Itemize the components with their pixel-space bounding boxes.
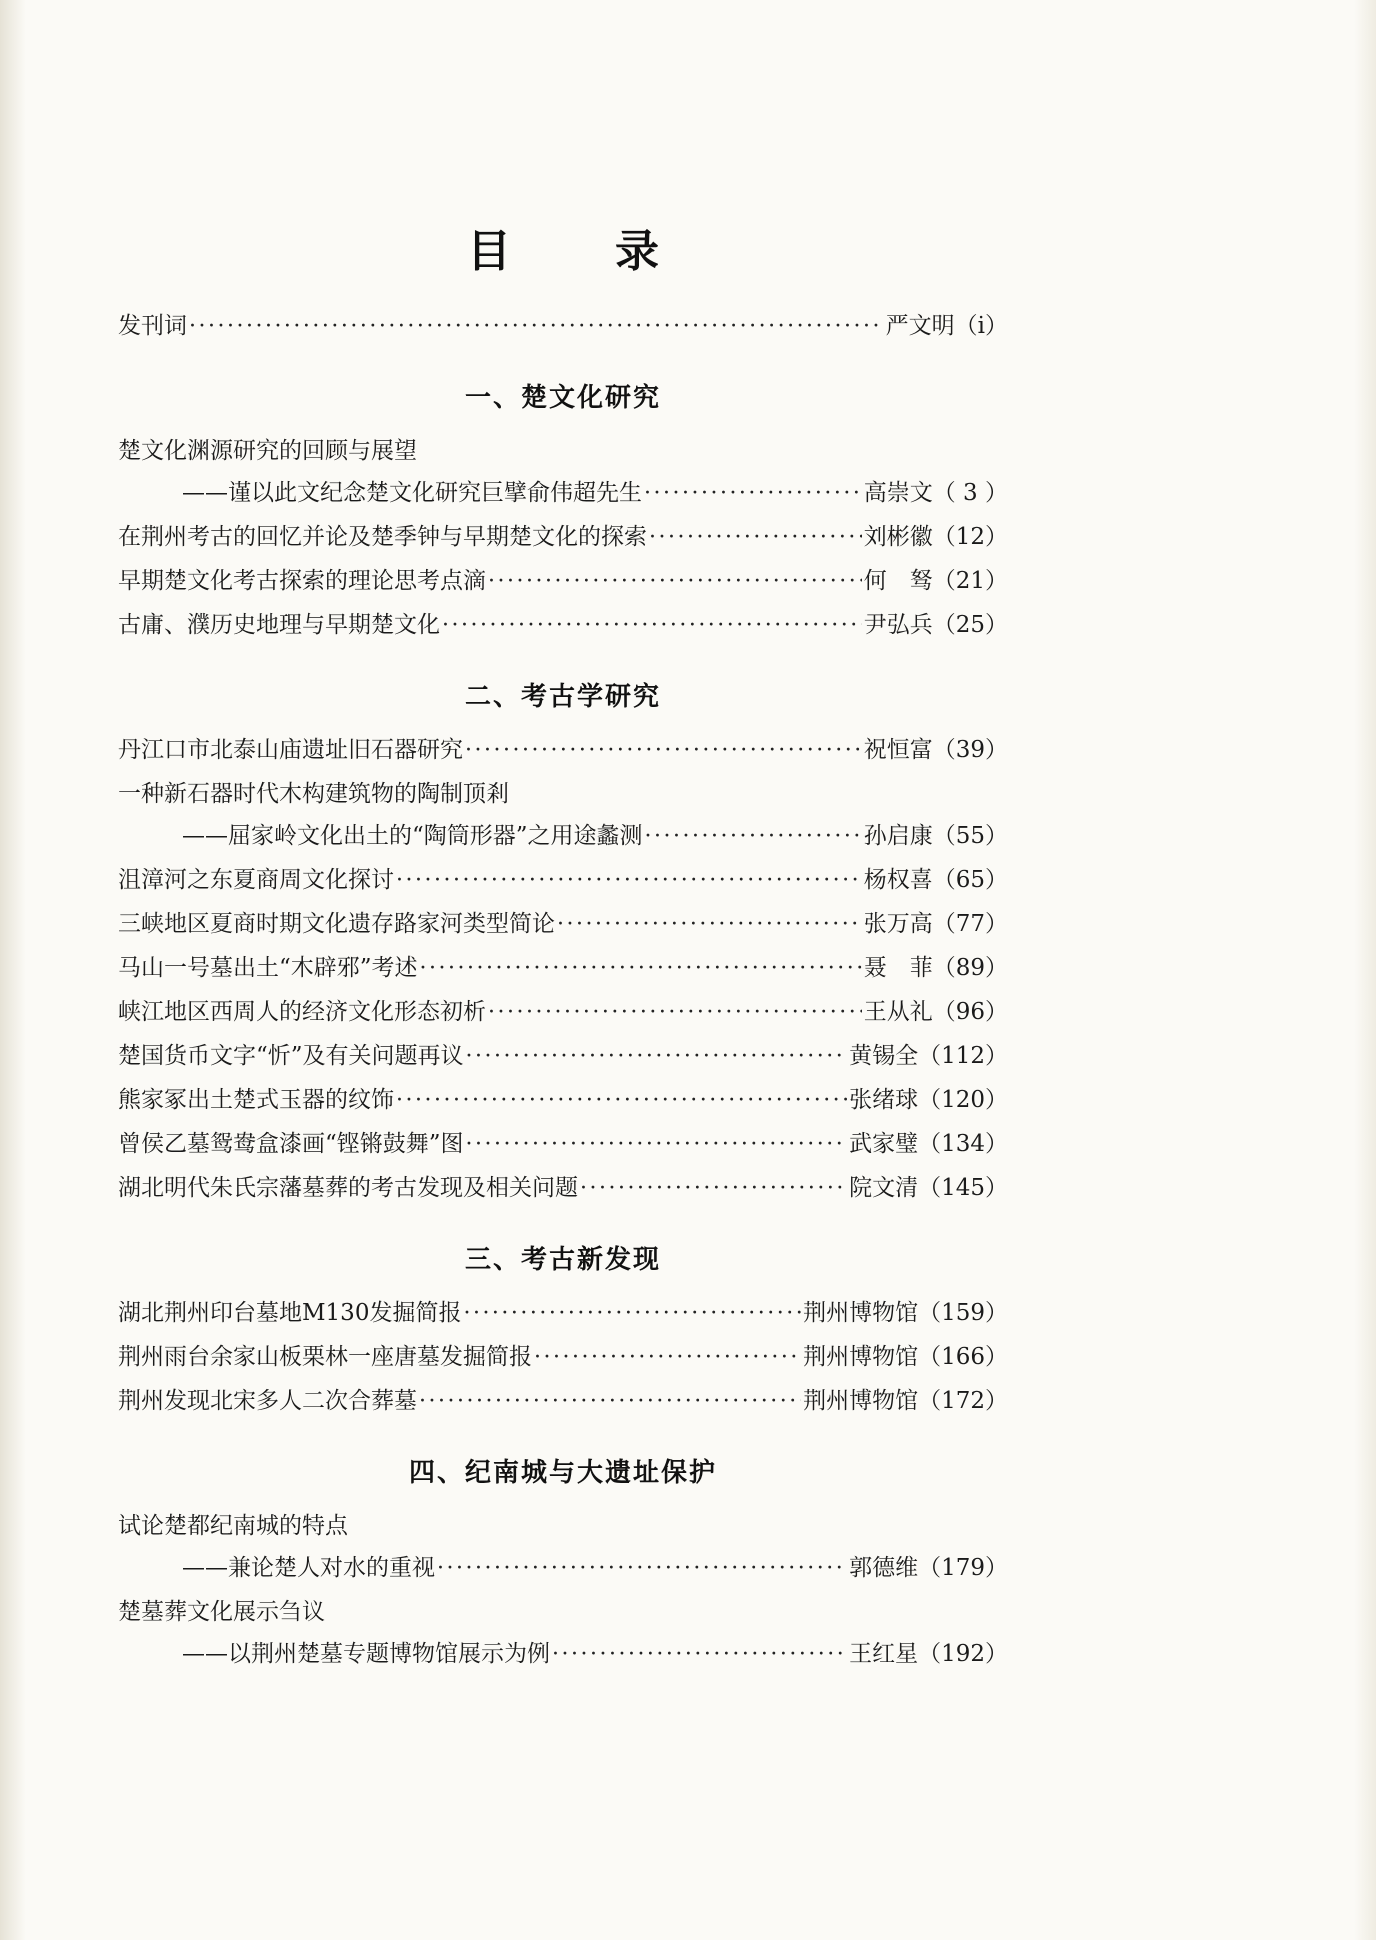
toc-entry-author: 张万高 <box>863 911 933 937</box>
toc-entry <box>118 516 1008 558</box>
toc-entry <box>118 859 1008 901</box>
toc-entry-tail <box>849 1633 1008 1675</box>
table-of-contents <box>118 0 1008 1677</box>
dot-leader <box>511 785 1006 811</box>
toc-entry <box>118 1035 1008 1077</box>
toc-entry-page: （172） <box>918 1388 1008 1414</box>
toc-entry-page: （21） <box>932 568 1008 594</box>
toc-entry-tail <box>849 1123 1008 1165</box>
section-2 <box>118 676 1008 1209</box>
toc-entry-page: （55） <box>932 823 1008 849</box>
dot-leader <box>552 1645 847 1671</box>
toc-entry <box>118 903 1008 945</box>
toc-entry-tail <box>864 729 1008 771</box>
page-title: 目 录 <box>467 226 689 277</box>
toc-entry-title: 曾侯乙墓鸳鸯盒漆画“铿锵鼓舞”图 <box>118 1131 464 1157</box>
toc-entry-tail <box>803 1292 1008 1334</box>
dot-leader <box>189 317 884 343</box>
toc-entry-title: 三峡地区夏商时期文化遗存路家河类型简论 <box>118 911 555 937</box>
toc-entry-page: （179） <box>918 1555 1008 1581</box>
section-3 <box>118 1239 1008 1422</box>
toc-entry-author: 院文清 <box>849 1175 919 1201</box>
toc-entry <box>118 1167 1008 1209</box>
dot-leader <box>463 1304 801 1330</box>
dot-leader <box>350 1517 1006 1543</box>
dot-leader <box>466 1135 848 1161</box>
toc-entry-title: 沮漳河之东夏商周文化探讨 <box>118 867 394 893</box>
toc-entry <box>118 1380 1008 1422</box>
toc-entry-author: 武家璧 <box>849 1131 919 1157</box>
toc-entry-tail <box>864 991 1008 1033</box>
toc-entry <box>118 1292 1008 1334</box>
toc-entry-author: 高崇文 <box>863 480 933 506</box>
dot-leader <box>644 484 862 510</box>
toc-entry-title: 楚国货币文字“忻”及有关问题再议 <box>118 1043 464 1069</box>
toc-entry-title: 丹江口市北泰山庙遗址旧石器研究 <box>118 737 463 763</box>
section-heading: 四、纪南城与大遗址保护 <box>408 1458 717 1488</box>
toc-entry-title: 一种新石器时代木构建筑物的陶制顶剎 <box>118 781 509 807</box>
toc-entry-title: 发刊词 <box>118 313 187 339</box>
toc-entry-title: 楚文化渊源研究的回顾与展望 <box>118 438 417 464</box>
toc-entry-tail <box>886 305 1008 347</box>
toc-entry-tail <box>849 1167 1008 1209</box>
toc-entry-author: 荆州博物馆 <box>803 1388 919 1414</box>
toc-entry-author: 张绪球 <box>849 1087 919 1113</box>
section-4 <box>118 1452 1008 1675</box>
dot-leader <box>534 1348 801 1374</box>
toc-entry-title: 马山一号墓出土“木辟邪”考述 <box>118 955 418 981</box>
dot-leader <box>488 1003 862 1029</box>
toc-entry-tail <box>849 1547 1008 1589</box>
toc-entry-tail <box>864 560 1008 602</box>
toc-entry-tail <box>864 859 1008 901</box>
toc-entry <box>118 947 1008 989</box>
toc-entry-page: （12） <box>932 524 1008 550</box>
dot-leader <box>327 1603 1006 1629</box>
toc-entry-page: （65） <box>932 867 1008 893</box>
toc-entry-tail <box>864 815 1008 857</box>
toc-entry-page: （166） <box>918 1344 1008 1370</box>
toc-entry-author: 荆州博物馆 <box>803 1300 919 1326</box>
toc-entry-page: （89） <box>932 955 1008 981</box>
toc-entry-page: （112） <box>918 1043 1008 1069</box>
toc-entry-author: 郭德维 <box>849 1555 919 1581</box>
dot-leader <box>557 915 862 941</box>
toc-entry-page: （25） <box>932 612 1008 638</box>
dot-leader <box>488 572 862 598</box>
toc-entry-page: （145） <box>918 1175 1008 1201</box>
toc-entry-subtitle: ——谨以此文纪念楚文化研究巨擘俞伟超先生 <box>182 480 642 506</box>
toc-entry-author: 荆州博物馆 <box>803 1344 919 1370</box>
toc-entry-tail <box>864 903 1008 945</box>
toc-entry <box>118 1505 1008 1589</box>
toc-entry-author: 杨权喜 <box>863 867 933 893</box>
toc-entry-tail <box>864 516 1008 558</box>
toc-entry-author: 孙启康 <box>863 823 933 849</box>
toc-entry-page: （ⅰ） <box>954 313 1008 339</box>
toc-entry-author: 王从礼 <box>863 999 933 1025</box>
section-1 <box>118 377 1008 646</box>
toc-entry-author: 何 驽 <box>863 568 933 594</box>
dot-leader <box>645 827 862 853</box>
toc-entry-tail <box>849 1035 1008 1077</box>
toc-entry-title: 古庸、濮历史地理与早期楚文化 <box>118 612 440 638</box>
toc-entry-page: （159） <box>918 1300 1008 1326</box>
toc-entry-page: （77） <box>932 911 1008 937</box>
toc-entry <box>118 1336 1008 1378</box>
toc-entry-title: 楚墓葬文化展示刍议 <box>118 1599 325 1625</box>
toc-entry-tail <box>803 1336 1008 1378</box>
toc-entry-page: （134） <box>918 1131 1008 1157</box>
toc-entry <box>118 729 1008 771</box>
toc-entry-page: （192） <box>918 1641 1008 1667</box>
section-heading: 三、考古新发现 <box>464 1245 661 1275</box>
toc-entry-title: 试论楚都纪南城的特点 <box>118 1513 348 1539</box>
toc-entry-subtitle: ——屈家岭文化出土的“陶筒形器”之用途蠡测 <box>182 823 643 849</box>
toc-entry <box>118 560 1008 602</box>
toc-entry-page: （96） <box>932 999 1008 1025</box>
toc-entry-page: （ 3 ） <box>932 480 1008 506</box>
toc-entry-author: 祝恒富 <box>863 737 933 763</box>
toc-entry-tail <box>803 1380 1008 1422</box>
toc-entry <box>118 991 1008 1033</box>
toc-entry-title: 熊家冢出土楚式玉器的纹饰 <box>118 1087 394 1113</box>
toc-entry-tail <box>864 604 1008 646</box>
toc-entry-subtitle: ——兼论楚人对水的重视 <box>182 1555 435 1581</box>
toc-entry-title: 湖北荆州印台墓地M130发掘简报 <box>118 1300 462 1326</box>
section-heading: 二、考古学研究 <box>464 682 661 712</box>
toc-entry-title: 荆州雨台余家山板栗林一座唐墓发掘简报 <box>118 1344 532 1370</box>
toc-entry-title: 在荆州考古的回忆并论及楚季钟与早期楚文化的探索 <box>118 524 647 550</box>
toc-entry <box>118 430 1008 514</box>
dot-leader <box>396 871 862 897</box>
toc-entry-tail <box>849 1079 1008 1121</box>
preface-entry <box>118 305 1008 347</box>
toc-entry-title: 湖北明代朱氏宗藩墓葬的考古发现及相关问题 <box>118 1175 578 1201</box>
toc-entry-title: 荆州发现北宋多人二次合葬墓 <box>118 1388 417 1414</box>
toc-entry <box>118 305 1008 347</box>
toc-entry-tail <box>864 472 1008 514</box>
dot-leader <box>419 1392 801 1418</box>
toc-entry-author: 聂 菲 <box>863 955 933 981</box>
toc-entry-tail <box>864 947 1008 989</box>
toc-entry-subtitle: ——以荆州楚墓专题博物馆展示为例 <box>182 1641 550 1667</box>
dot-leader <box>419 442 1006 468</box>
toc-entry-title: 早期楚文化考古探索的理论思考点滴 <box>118 568 486 594</box>
toc-entry-author: 尹弘兵 <box>863 612 933 638</box>
section-heading: 一、楚文化研究 <box>464 383 661 413</box>
dot-leader <box>465 741 862 767</box>
toc-entry-author: 黄锡全 <box>849 1043 919 1069</box>
toc-entry-author: 严文明 <box>885 313 955 339</box>
toc-entry-title: 峡江地区西周人的经济文化形态初析 <box>118 999 486 1025</box>
dot-leader <box>580 1179 847 1205</box>
toc-entry <box>118 1079 1008 1121</box>
dot-leader <box>442 616 862 642</box>
toc-entry <box>118 1591 1008 1675</box>
toc-entry-author: 王红星 <box>849 1641 919 1667</box>
dot-leader <box>466 1047 848 1073</box>
dot-leader <box>396 1091 847 1117</box>
toc-entry <box>118 604 1008 646</box>
toc-entry <box>118 773 1008 857</box>
toc-entry-page: （120） <box>918 1087 1008 1113</box>
toc-entry-author: 刘彬徽 <box>863 524 933 550</box>
toc-entry-page: （39） <box>932 737 1008 763</box>
dot-leader <box>649 528 862 554</box>
toc-entry <box>118 1123 1008 1165</box>
dot-leader <box>420 959 862 985</box>
dot-leader <box>437 1559 847 1585</box>
